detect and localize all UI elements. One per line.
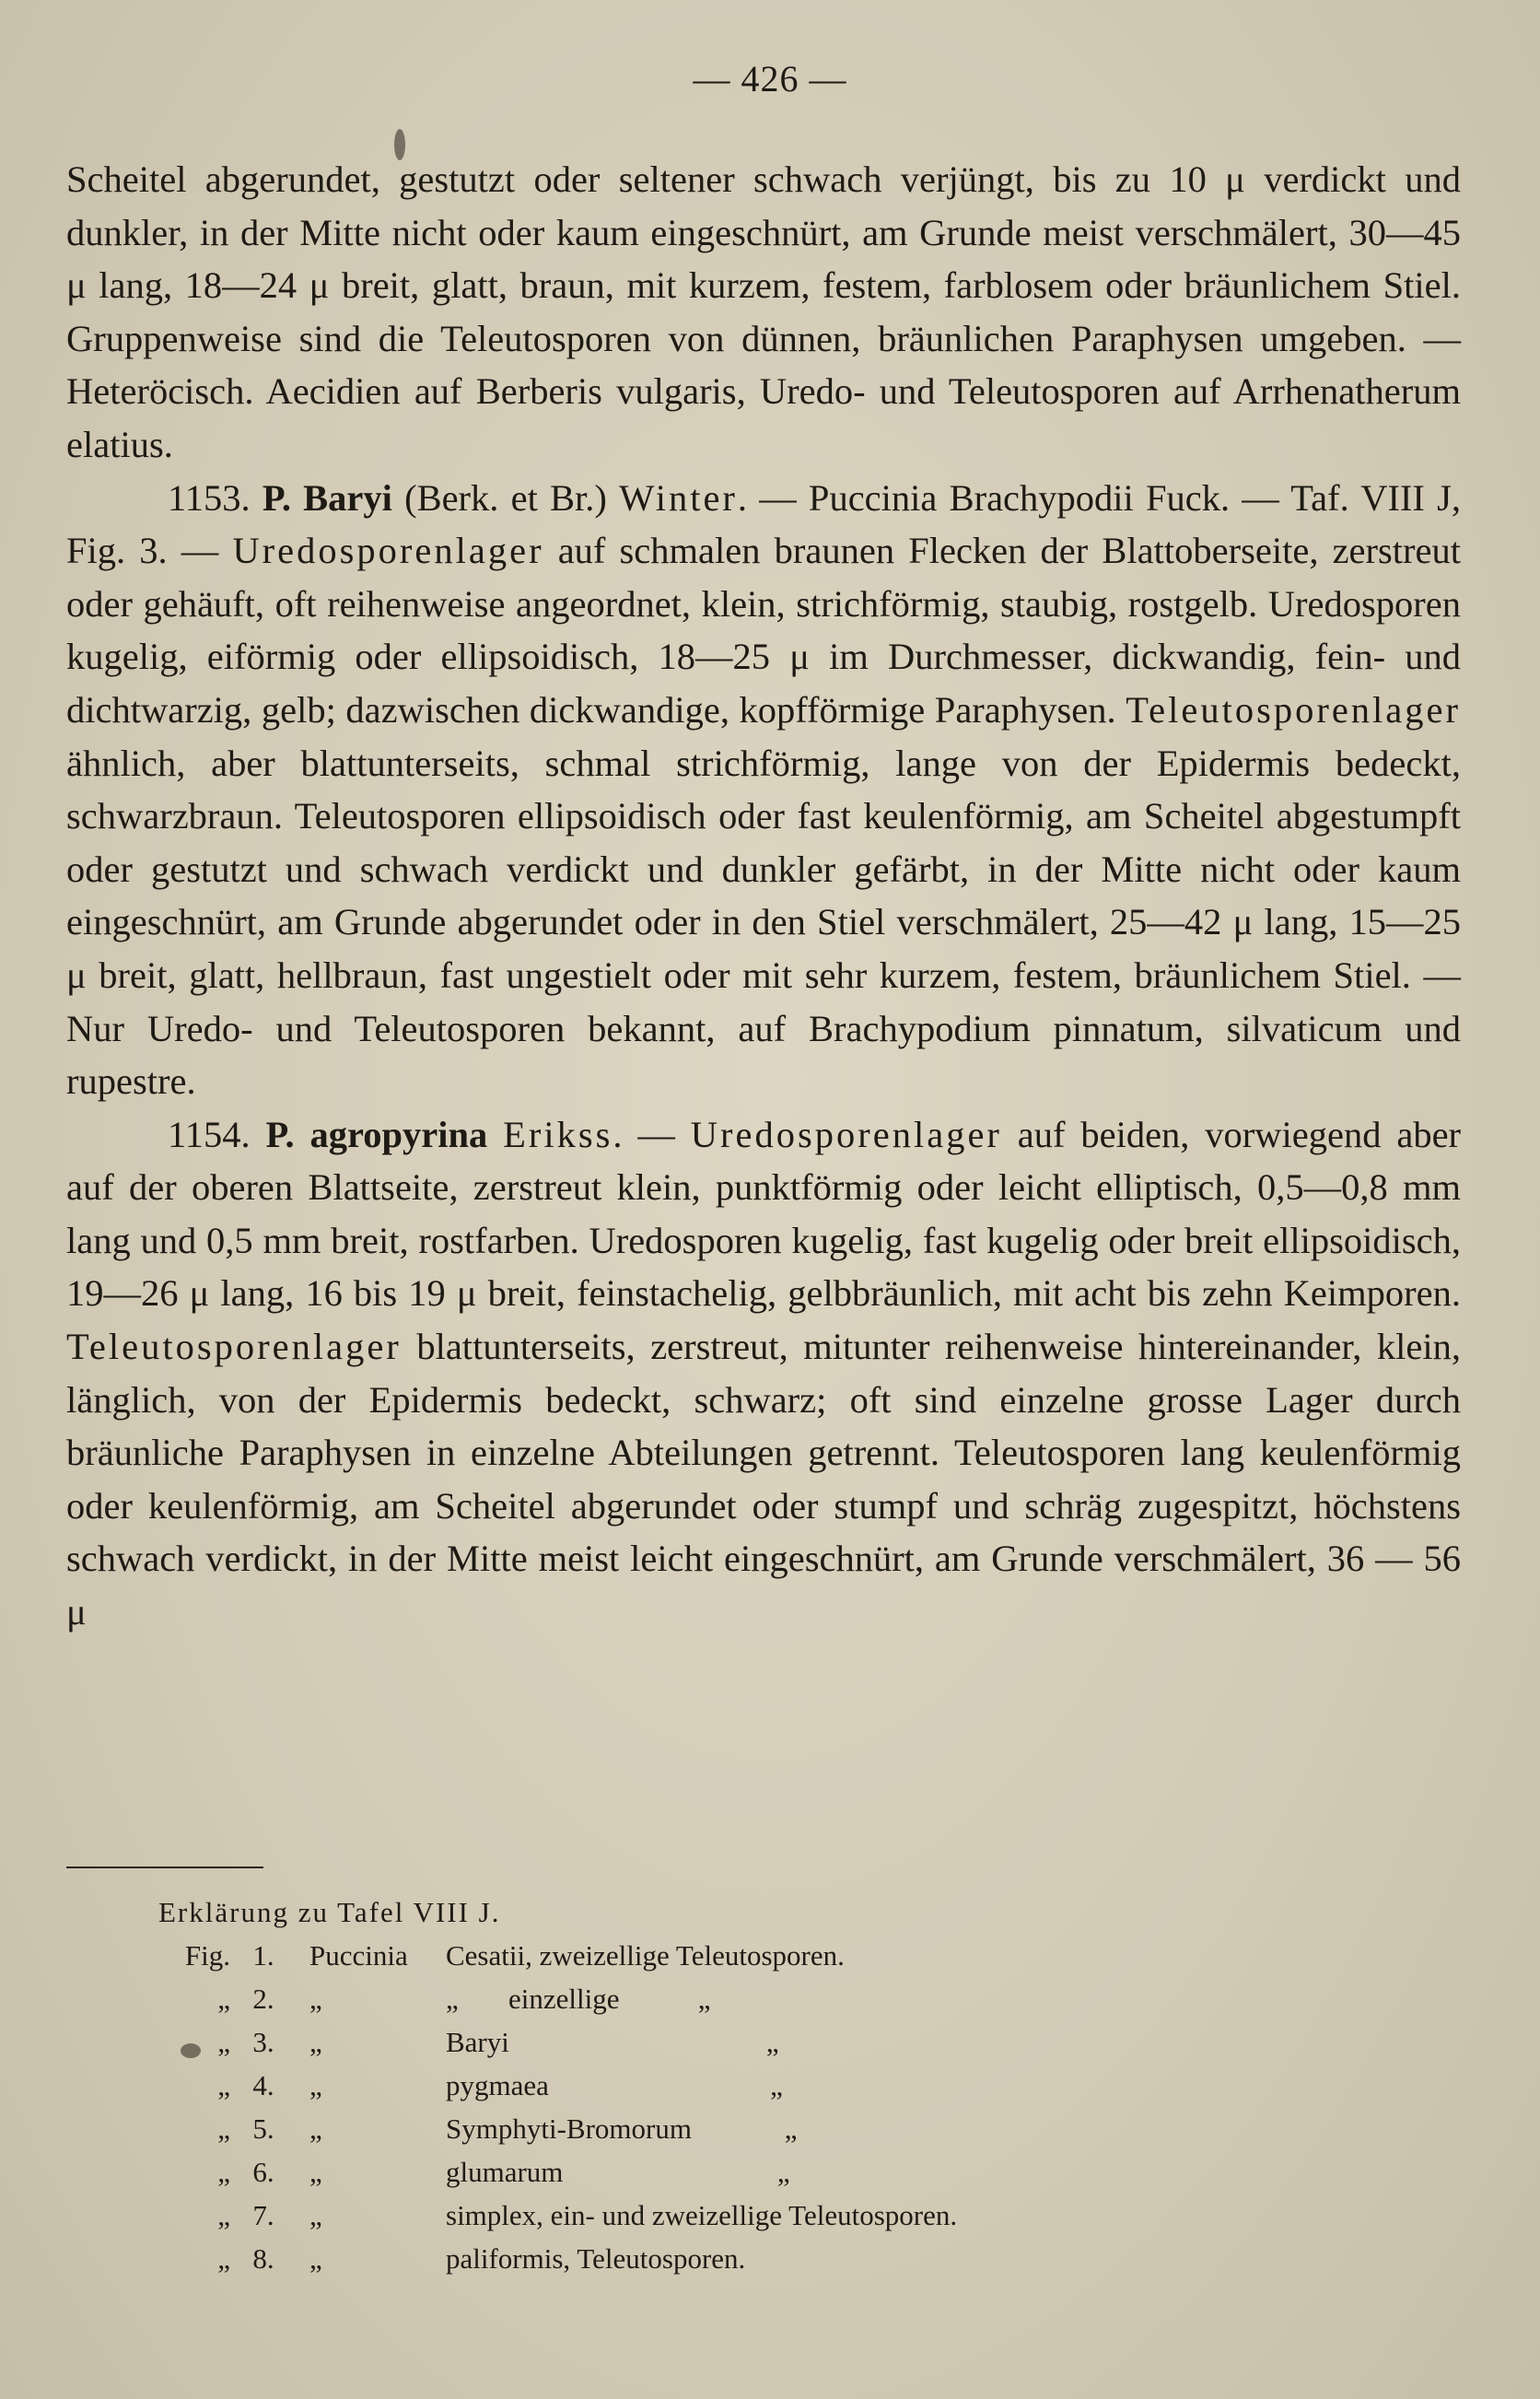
legend-prefix: Fig. — [184, 1939, 230, 1972]
figure-number: 8. — [252, 2242, 274, 2275]
text-segment — [487, 1114, 503, 1155]
genus-name: „ — [309, 2069, 322, 2101]
legend-row — [158, 2064, 1264, 2107]
figure-number: 3. — [252, 2026, 274, 2058]
genus-name: „ — [309, 2026, 322, 2058]
spaced-term: Winter — [619, 476, 738, 519]
legend-prefix: „ — [217, 2242, 230, 2275]
figure-number: 5. — [252, 2112, 274, 2145]
paragraph — [66, 472, 1461, 1108]
legend-title: Erklärung zu Tafel VIII J. — [158, 1896, 501, 1928]
species-description: pygmaea „ — [446, 2069, 783, 2101]
text-segment: 1153. — [168, 476, 262, 519]
spaced-term: Teleutosporenlager — [66, 1326, 402, 1368]
species-description: simplex, ein- und zweizellige Teleutosporen. — [446, 2199, 958, 2231]
legend-prefix: „ — [217, 2069, 230, 2101]
legend-rows — [158, 1934, 1264, 2280]
spaced-term: Uredosporenlager — [232, 530, 544, 572]
legend-row — [158, 1934, 1264, 1977]
plate-legend — [158, 1890, 1264, 2280]
legend-prefix: „ — [217, 2026, 230, 2058]
text-segment: (Berk. et Br.) — [391, 476, 620, 519]
text-segment: . — — [612, 1113, 691, 1155]
species-description: Cesatii, zweizellige Teleutosporen. — [446, 1939, 845, 1972]
figure-number: 1. — [252, 1939, 274, 1972]
species-name: P. agropyrina — [265, 1113, 488, 1155]
text-segment: ähnlich, aber blattunterseits, schmal strichförmig, lange von der Epidermis bedeckt, schwarzbraun. Teleutosporen ellipsoidisch oder fast keulenförmig, am Scheitel abgestumpft oder gestutzt und schwach verdickt und dunkler gefärbt, in der Mitte nicht oder kaum eingeschnürt, am Grunde abgerundet oder in den Stiel verschmälert, 25—42 μ lang, 15—25 μ breit, glatt, hellbraun, fast ungestielt oder mit sehr kurzem, festem, bräunlichem Stiel. — Nur Uredo- und Teleutosporen bekannt, auf Brachypodium pinnatum, silvaticum und rupestre. — [66, 742, 1461, 1103]
figure-number: 2. — [252, 1983, 274, 2015]
genus-name: „ — [309, 2156, 322, 2188]
species-description: glumarum „ — [446, 2156, 790, 2188]
genus-name: „ — [309, 2199, 322, 2231]
text-segment: auf schmalen braunen Flecken der Blattoberseite, zerstreut oder gehäuft, oft reihenweise angeordnet, klein, strichförmig, staubig, rostgelb. Uredosporen kugelig, eiförmig oder ellipsoidisch, 18—25 μ im Durchmesser, dickwandig, fein- und dichtwarzig, gelb; dazwischen dickwandige, kopfförmige Paraphysen. — [66, 530, 1461, 731]
species-name: P. Baryi — [262, 476, 392, 519]
genus-name: „ — [309, 2112, 322, 2145]
page-number: — 426 — — [693, 58, 847, 99]
legend-prefix: „ — [217, 2112, 230, 2145]
legend-row — [158, 2194, 1264, 2237]
legend-row — [158, 2237, 1264, 2280]
species-description: paliformis, Teleutosporen. — [446, 2242, 746, 2275]
species-description: Symphyti-Bromorum „ — [446, 2112, 798, 2145]
figure-number: 7. — [252, 2199, 274, 2231]
text-segment: Scheitel abgerundet, gestutzt oder seltener schwach verjüngt, bis zu 10 μ verdickt und dunkler, in der Mitte nicht oder kaum eingeschnürt, am Grunde meist verschmälert, 30—45 μ lang, 18—24 μ breit, glatt, braun, mit kurzem, festem, farblosem oder bräunlichem Stiel. Gruppenweise sind die Teleutosporen von dünnen, bräunlichen Paraphysen umgeben. — Heteröcisch. Aecidien auf Berberis vulgaris, Uredo- und Teleutosporen auf Arrhenatherum elatius. — [66, 158, 1461, 465]
genus-name: „ — [309, 1983, 322, 2015]
legend-row — [158, 2107, 1264, 2150]
genus-name: Puccinia — [309, 1939, 408, 1972]
text-segment: auf beiden, vorwiegend aber auf der oberen Blattseite, zerstreut klein, punktförmig oder leicht elliptisch, 0,5—0,8 mm lang und 0,5 mm breit, rostfarben. Uredosporen kugelig, fast kugelig oder breit ellipsoidisch, 19—26 μ lang, 16 bis 19 μ breit, feinstachelig, gelbbräunlich, mit acht bis zehn Keimporen. — [66, 1113, 1462, 1315]
spaced-term: Erikss — [503, 1113, 613, 1155]
figure-number: 4. — [252, 2069, 274, 2101]
spaced-term: Uredosporenlager — [690, 1113, 1002, 1155]
genus-name: „ — [309, 2242, 322, 2275]
text-segment: . — Puccinia Brachypodii Fuck. — Taf. VIII J, Fig. 3. — — [66, 476, 1461, 572]
legend-prefix: „ — [217, 2199, 230, 2231]
footnote-rule — [66, 1867, 263, 1868]
legend-row — [158, 1977, 1264, 2020]
legend-row — [158, 2150, 1264, 2194]
paragraph — [66, 1108, 1461, 1639]
legend-row — [158, 2020, 1264, 2064]
text-segment: 1154. — [168, 1113, 266, 1155]
legend-prefix: „ — [217, 2156, 230, 2188]
spaced-term: Teleutosporenlager — [1126, 688, 1461, 731]
paragraph — [66, 153, 1461, 472]
legend-prefix: „ — [217, 1983, 230, 2015]
species-description: Baryi „ — [446, 2026, 779, 2058]
body-text — [66, 153, 1461, 1639]
figure-number: 6. — [252, 2156, 274, 2188]
species-description: „ einzellige „ — [446, 1983, 711, 2015]
text-segment: blattunterseits, zerstreut, mitunter reihenweise hintereinander, klein, länglich, von der Epidermis bedeckt, schwarz; oft sind einzelne grosse Lager durch bräunliche Paraphysen in einzelne Abteilungen getrennt. Teleutosporen lang keulenförmig oder keulenförmig, am Scheitel abgerundet oder stumpf und schräg zugespitzt, höchstens schwach verdickt, in der Mitte meist leicht eingeschnürt, am Grunde verschmälert, 36 — 56 μ — [66, 1326, 1461, 1633]
